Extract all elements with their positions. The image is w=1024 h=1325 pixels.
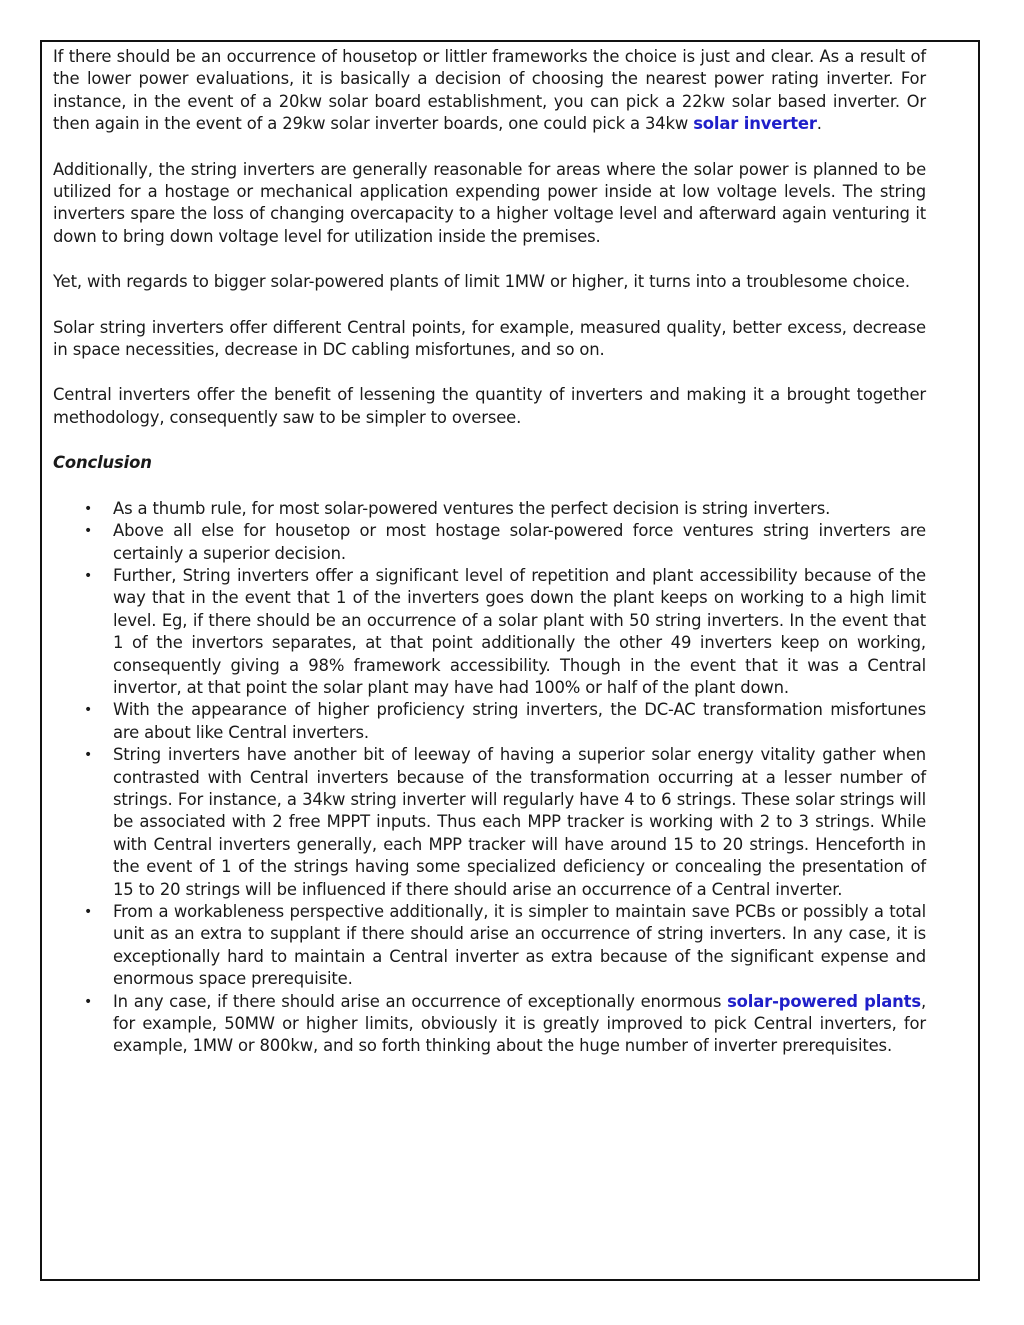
bullet-icon: • bbox=[84, 567, 93, 584]
solar-inverter-link[interactable]: solar inverter bbox=[693, 114, 817, 134]
bullet-icon: • bbox=[84, 702, 93, 719]
document-body bbox=[53, 46, 926, 1058]
bullet-icon: • bbox=[84, 523, 93, 540]
paragraph-intro-end: . bbox=[816, 114, 822, 134]
paragraph-intro bbox=[53, 46, 926, 136]
list-item bbox=[53, 498, 926, 520]
list-item-text: As a thumb rule, for most solar-powered ventures the perfect decision is string inverters. bbox=[113, 498, 831, 518]
paragraph-central-advantages: Central inverters offer the benefit of lessening the quantity of inverters and making it a brought together methodology, consequently saw to be simpler to oversee. bbox=[53, 385, 926, 427]
list-item-text: From a workableness perspective additionally, it is simpler to maintain save PCBs or possibly a total unit as an extra to supplant if there should arise an occurrence of string inverters. In any case, it is exceptionally hard to maintain a Central inverter as extra because of the significant expense and enormous space prerequisite. bbox=[113, 902, 926, 989]
conclusion-list bbox=[53, 498, 926, 1058]
list-item-text: Further, String inverters offer a significant level of repetition and plant accessibility because of the way that in the event that 1 of the inverters goes down the plant keeps on working to a high limit level. Eg, if there should be an occurrence of a solar plant with 50 string inverters. In the event that 1 of the invertors separates, at that point additionally the other 49 inverters keep on working, consequently giving a 98% framework accessibility. Though in the event that it was a Central invertor, at that point the solar plant may have had 100% or half of the plant down. bbox=[113, 565, 926, 697]
paragraph-string-inverters: Additionally, the string inverters are generally reasonable for areas where the solar power is planned to be utilized for a hostage or mechanical application expending power inside at low voltage levels. The string inverters spare the loss of changing overcapacity to a higher voltage level and afterward again venturing it down to bring down voltage level for utilization inside the premises. bbox=[53, 159, 926, 246]
list-item-text-end: , for example, 50MW or higher limits, obviously it is greatly improved to pick Central inverters, for example, 1MW or 800kw, and so forth thinking about the huge number of inverter prerequisites. bbox=[113, 991, 926, 1056]
paragraph-intro-text: If there should be an occurrence of housetop or littler frameworks the choice is just and clear. As a result of the lower power evaluations, it is basically a decision of choosing the nearest power rating inverter. For instance, in the event of a 20kw solar board establishment, you can pick a 22kw solar based inverter. Or then again in the event of a 29kw solar inverter boards, one could pick a 34kw bbox=[53, 47, 926, 134]
list-item bbox=[53, 699, 926, 744]
conclusion-heading: Conclusion bbox=[53, 453, 152, 473]
list-item bbox=[53, 565, 926, 699]
solar-powered-plants-link[interactable]: solar-powered plants bbox=[727, 991, 921, 1011]
paragraph-bigger-plants: Yet, with regards to bigger solar-powered plants of limit 1MW or higher, it turns into a troublesome choice. bbox=[53, 272, 910, 292]
list-item bbox=[53, 901, 926, 991]
list-item-text-start: In any case, if there should arise an occurrence of exceptionally enormous bbox=[113, 991, 728, 1011]
list-item bbox=[53, 744, 926, 901]
list-item-text: Above all else for housetop or most hostage solar-powered force ventures string inverters are certainly a superior decision. bbox=[113, 521, 926, 563]
bullet-icon: • bbox=[84, 500, 93, 517]
paragraph-string-advantages: Solar string inverters offer different Central points, for example, measured quality, better excess, decrease in space necessities, decrease in DC cabling misfortunes, and so on. bbox=[53, 317, 926, 360]
list-item-text: String inverters have another bit of leeway of having a superior solar energy vitality gather when contrasted with Central inverters because of the transformation occurring at a lesser number of strings. For instance, a 34kw string inverter will regularly have 4 to 6 strings. These solar strings will be associated with 2 free MPPT inputs. Thus each MPP tracker is working with 2 to 3 strings. While with Central inverters generally, each MPP tracker will have around 15 to 20 strings. Henceforth in the event of 1 of the strings having some specialized deficiency or concealing the presentation of 15 to 20 strings will be influenced if there should arise an occurrence of a Central inverter. bbox=[113, 745, 926, 899]
list-item bbox=[53, 991, 926, 1058]
list-item-text: With the appearance of higher proficiency string inverters, the DC-AC transformation misfortunes are about like Central inverters. bbox=[113, 700, 926, 742]
bullet-icon: • bbox=[84, 904, 93, 920]
bullet-icon: • bbox=[84, 747, 93, 764]
bullet-icon: • bbox=[84, 993, 93, 1010]
list-item bbox=[53, 520, 926, 565]
